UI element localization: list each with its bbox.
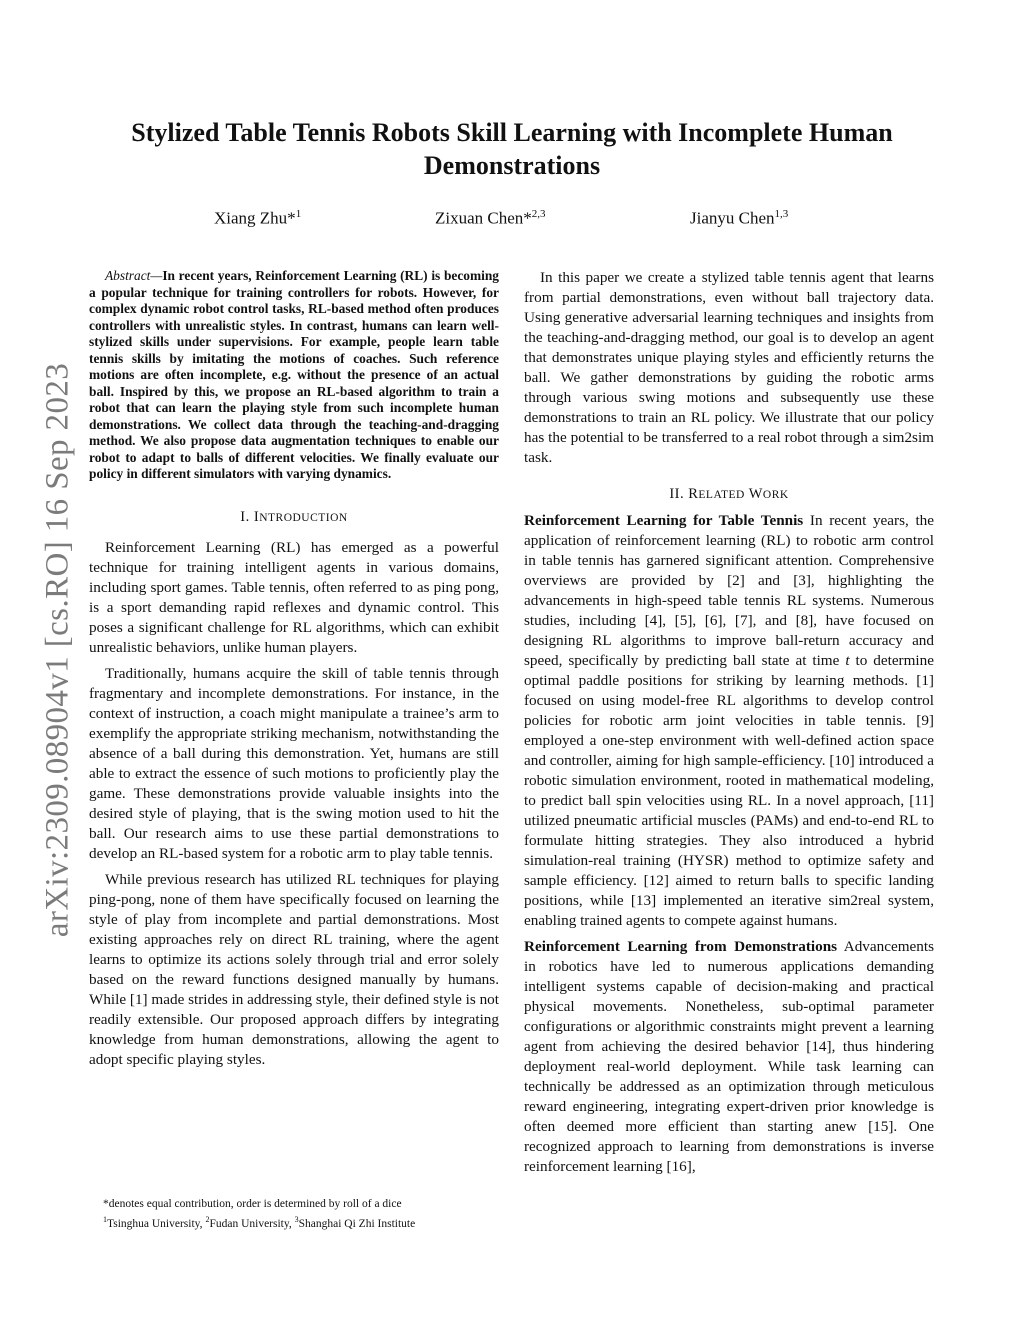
section-title-rest: NTRODUCTION (259, 511, 348, 524)
footnote-equal-contribution: *denotes equal contribution, order is determined by roll of a dice (103, 1198, 402, 1210)
intro-paragraph-3: While previous research has utilized RL techniques for playing ping-pong, none of them have specifically focused on learning the style of play from incomplete and partial demonstrations. Most existing approaches rely on direct RL training, where the agent learns to optimize its actions solely through trial and error solely based on the reward functions designed manually by humans. While [1] made strides in addressing style, their defined style is not readily extensible. Our proposed approach differs by integrating knowledge from human demonstrations, allowing the agent to adopt specific playing styles. (89, 870, 499, 1068)
intro-paragraph-4: In this paper we create a stylized table tennis agent that learns from partial demonstrations, even without ball trajectory data. Using generative adversarial learning techniques and insights from the teaching-and-dragging method, our goal is to develop an agent that demonstrates unique playing styles and efficiently returns the ball. We gather demonstrations by guiding the robotic arms through various swing motions and subsequently use these demonstrations to train an RL policy. We illustrate that our policy has the potential to be transferred to a real robot through a sim2sim task. (524, 269, 934, 466)
abstract-dash: — (150, 268, 163, 283)
subsection-title: Reinforcement Learning from Demonstrations (524, 938, 838, 955)
abstract-text: In recent years, Reinforcement Learning (RL) is becoming a popular technique for training controllers for robots. However, for complex dynamic robot control tasks, RL-based method often produces controllers with unrealistic styles. In contrast, humans can learn well-stylized skills under supervisions. For example, people learn table tennis skills by imitating the motions of coaches. Such reference motions are often incomplete, e.g. without the presence of an actual ball. Inspired by this, we propose an RL-based algorithm to train a robot that can learn the playing style from such incomplete human demonstrations. We collect data through the teaching-and-dragging method. We also propose data augmentation techniques to enable our robot to adapt to balls of different velocities. We finally evaluate our policy in different simulators with varying dynamics. (89, 268, 499, 481)
paragraph-text: to determine optimal paddle positions for striking by learning methods. [1] focused on using model-free RL algorithms to develop control policies for robotic arm joint velocities in table tennis. [9] employed a one-step environment with well-defined action space and controller, aiming for high sample-efficiency. [10] introduced a robotic simulation environment, rooted in mathematical modeling, to predict ball spin velocities using RL. In a novel approach, [11] utilized pneumatic artificial muscles (PAMs) and end-to-end RL to formulate hitting strategies. They also introduced a hybrid simulation-real training (HYSR) method to optimize safety and sample efficiency. [12] aimed to return balls to specific landing positions, while [13] implemented an iterative sim2real system, enabling trained agents to compete against humans. (524, 652, 934, 929)
author-affiliation: 1 (295, 208, 302, 220)
related-rl-demonstrations (524, 937, 934, 1177)
abstract-label: Abstract (105, 268, 151, 283)
aff-2-marker: 2 (205, 1215, 210, 1224)
abstract (89, 268, 499, 483)
author-affiliation: 2,3 (531, 208, 546, 220)
author-3 (690, 208, 788, 229)
author-1 (214, 208, 301, 229)
subsection-title: Reinforcement Learning for Table Tennis (524, 512, 804, 529)
aff-3-marker: 3 (294, 1215, 299, 1224)
aff-2: Fudan University, (209, 1217, 295, 1230)
related-rl-table-tennis (524, 511, 934, 931)
footnotes (89, 1196, 499, 1232)
aff-1-marker: 1 (103, 1215, 107, 1224)
math-variable: t (845, 652, 850, 669)
intro-paragraph-2: Traditionally, humans acquire the skill of table tennis through fragmentary and incomplete demonstrations. For instance, in the context of instruction, a coach might manipulate a trainee’s arm to exemplify the appropriate striking mechanism, notwithstanding the absence of a ball during this demonstration. Yet, humans are still able to extract the essence of such motions to proficiently play the game. These demonstrations provide valuable insights into the desired style of playing, that is the swing motion used to hit the ball. Our research aims to use these partial demonstrations to develop an RL-based system for a robotic arm to play table tennis. (89, 664, 499, 862)
section-title-rest: ORK (762, 489, 789, 501)
author-affiliation: 1,3 (774, 208, 789, 220)
section-number: II. (669, 486, 685, 502)
section-title-rest: ELATED (698, 489, 745, 501)
section-title-initial: I (253, 508, 260, 525)
section-heading-related-work (524, 484, 934, 505)
author-name: Zixuan Chen* (435, 208, 532, 228)
right-column (524, 268, 934, 1177)
arxiv-identifier: arXiv:2309.08904v1 [cs.RO] 16 Sep 2023 (39, 362, 76, 938)
paragraph-text: In recent years, the application of reinforcement learning (RL) to robotic arm control in table tennis has garnered significant attention. Comprehensive overviews are provided by [2] and [3], highlighting the advancements in high-speed table tennis RL systems. Numerous studies, including [4], [5], [6], [7], and [8], have focused on designing RL algorithms to improve ball-return accuracy and speed, specifically by predicting ball state at time (524, 512, 935, 669)
section-title-initial: R (688, 486, 699, 502)
footnote-affiliations (89, 1212, 499, 1232)
author-name: Xiang Zhu* (214, 208, 296, 228)
paragraph-text: Advancements in robotics have led to numerous applications demanding intelligent systems capable of decision-making and practical physical movements. Nonetheless, sub-optimal parameter configurations or algorithmic constraints might prevent a learning agent from achieving the desired behavior [14], thus hindering deployment real-world deployment. While task learning can technically be addressed as an optimization through meticulous reward engineering, integrating expert-driven prior knowledge is often deemed more efficient than starting anew [15]. One recognized approach to learning from demonstrations is inverse reinforcement learning [16], (524, 938, 934, 1175)
intro-paragraph-1: Reinforcement Learning (RL) has emerged as a powerful technique for training intelligent agents in various domains, including sport games. Table tennis, often referred to as ping pong, is a sport demanding rapid reflexes and dynamic control. This poses a significant challenge for RL algorithms, which can exhibit unrealistic behaviors, unlike human players. (89, 538, 499, 656)
author-name: Jianyu Chen (690, 208, 775, 228)
aff-3: Shanghai Qi Zhi Institute (298, 1217, 416, 1230)
left-column (89, 268, 499, 1070)
aff-1: Tsinghua University, (107, 1217, 206, 1230)
section-number: I. (240, 508, 250, 525)
paper-title: Stylized Table Tennis Robots Skill Learning with Incomplete Human Demonstrations (131, 118, 893, 180)
author-2 (435, 208, 546, 229)
section-title-initial: W (748, 486, 763, 502)
arxiv-sidebar (38, 350, 78, 950)
section-heading-introduction (89, 507, 499, 528)
